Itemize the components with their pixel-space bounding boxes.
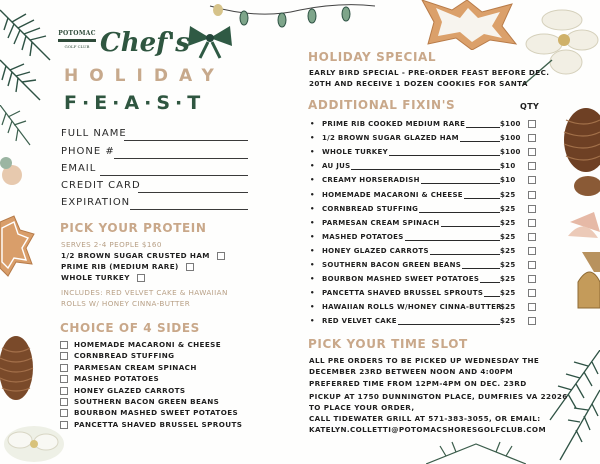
form-field-input-line[interactable] [130,209,248,210]
includes-line-2: ROLLS W/ HONEY CINNA-BUTTER [61,299,191,308]
fixin-item [310,134,540,145]
fixin-price: $25 [500,190,516,199]
side-option[interactable] [60,386,186,396]
form-field-label: EXPIRATION [61,197,131,208]
bullet-icon: • [310,176,315,185]
fixin-leader-line [460,141,500,142]
preferred-time-text: PREFERRED TIME FROM 12PM-4PM ON DEC. 23RD [309,379,527,388]
form-field-input-line[interactable] [138,192,248,193]
form-field-label: FULL NAME [61,128,127,139]
side-option-label: CORNBREAD STUFFING [74,351,175,361]
bullet-icon: • [310,275,315,284]
fixin-price: $25 [500,218,516,227]
fixin-item [310,317,540,328]
side-checkbox[interactable] [60,398,68,406]
fixin-qty-box[interactable] [528,219,536,227]
logo-bar [58,39,96,42]
fixin-leader-line [351,169,500,170]
serves-text: SERVES 2-4 PEOPLE $160 [61,240,162,249]
fixin-item [310,162,540,173]
bullet-icon: • [310,317,315,326]
side-option[interactable] [60,351,174,361]
fixin-price: $25 [500,232,516,241]
fixin-item [310,205,540,216]
to-place-order-text: TO PLACE YOUR ORDER, [309,403,415,412]
protein-checkbox[interactable] [137,274,145,282]
protein-option-prime-rib[interactable] [61,262,194,271]
side-checkbox[interactable] [60,409,68,417]
form-field-input-line[interactable] [124,140,248,141]
call-or-email-text: CALL TIDEWATER GRILL AT 571-383-3055, OR EMAIL: [309,414,541,423]
protein-option-turkey[interactable] [61,273,145,282]
fixin-item [310,219,540,230]
fixin-name: HONEY GLAZED CARROTS [322,246,429,255]
side-checkbox[interactable] [60,387,68,395]
fixin-item [310,191,540,202]
fixin-qty-box[interactable] [528,162,536,170]
protein-option-label: 1/2 BROWN SUGAR CRUSTED HAM [61,251,210,260]
includes-line-1: INCLUDES: RED VELVET CAKE & HAWAIIAN [61,288,228,297]
fixin-leader-line [421,183,500,184]
fixin-leader-line [462,268,500,269]
protein-checkbox[interactable] [186,263,194,271]
side-checkbox[interactable] [60,352,68,360]
fixin-item [310,275,540,286]
fixin-price: $25 [500,246,516,255]
logo-name: POTOMAC [58,30,96,37]
pine-cone-bottom-left-illustration [0,328,40,408]
pine-branch-left-illustration [0,105,40,195]
bullet-icon: • [310,289,315,298]
fixin-name: 1/2 BROWN SUGAR GLAZED HAM [322,134,459,143]
form-field-label: CREDIT CARD [61,180,141,191]
qty-column-header: QTY [520,102,540,111]
fixin-leader-line [430,254,500,255]
chefs-script-title: Chef's [100,28,190,58]
fixin-qty-box[interactable] [528,289,536,297]
additional-fixins-title: ADDITIONAL FIXIN'S [308,98,456,112]
form-field-label: PHONE # [61,146,115,157]
fixin-name: PANCETTA SHAVED BRUSSEL SPROUTS [322,289,484,298]
fixin-name: CORNBREAD STUFFING [322,204,419,213]
contact-email-link[interactable]: KATELYN.COLLETTI@POTOMACSHORESGOLFCLUB.COM [309,425,546,434]
fixin-price: $25 [500,261,516,269]
time-slot-line-1: ALL PRE ORDERS TO BE PICKED UP WEDNESDAY THE [309,356,540,365]
side-option-label: MASHED POTATOES [74,374,160,384]
fixin-price: $25 [500,317,516,326]
side-option[interactable] [60,420,242,430]
fixin-item [310,247,540,258]
holiday-special-line-2: 20TH AND RECEIVE 1 DOZEN COOKIES FOR SANTA [309,79,528,88]
fixin-price: $10 [500,162,516,171]
form-field-label: EMAIL [61,163,97,174]
protein-option-ham[interactable] [61,251,225,260]
fixin-qty-box[interactable] [528,317,536,325]
fixin-item [310,261,540,272]
choice-of-sides-title: CHOICE OF 4 SIDES [60,321,200,335]
fixin-qty-box[interactable] [528,120,536,128]
fixin-qty-box[interactable] [528,275,536,283]
fixin-item [310,120,540,131]
pickup-address-text: PICKUP AT 1750 DUNNINGTON PLACE, DUMFRIES VA 22026 [309,392,568,401]
protein-option-label: WHOLE TURKEY [61,273,130,282]
fixin-price: $10 [500,176,516,185]
fixin-leader-line [405,240,500,241]
fixin-price: $25 [500,275,516,284]
pine-branch-bottom-right-illustration [540,350,600,464]
fixin-item [310,148,540,159]
fixin-price: $100 [500,120,521,128]
fixin-name: HOMEMADE MACARONI & CHEESE [322,190,463,199]
fixin-name: WHOLE TURKEY [322,148,388,157]
fixin-price: $25 [500,204,516,213]
fixin-price: $25 [500,289,516,298]
fixin-leader-line [441,226,500,227]
bullet-icon: • [310,204,315,213]
fixin-qty-box[interactable] [528,247,536,255]
bullet-icon: • [310,162,315,171]
bell-and-bow-right-illustration [564,212,600,322]
bullet-icon: • [310,120,315,128]
potomac-golf-club-logo [54,30,100,64]
bullet-icon: • [310,148,315,157]
fixin-leader-line [389,155,500,156]
fixin-price: $25 [500,303,516,312]
holiday-special-line-1: EARLY BIRD SPECIAL - PRE-ORDER FEAST BEFORE DEC. [309,68,550,77]
holiday-special-title: HOLIDAY SPECIAL [308,50,437,64]
form-field-input-line[interactable] [114,158,248,159]
side-checkbox[interactable] [60,421,68,429]
pick-time-slot-title: PICK YOUR TIME SLOT [308,337,468,351]
side-checkbox[interactable] [60,375,68,383]
fixin-name: PARMESAN CREAM SPINACH [322,218,440,227]
bullet-icon: • [310,190,315,199]
bullet-icon: • [310,218,315,227]
bullet-icon: • [310,246,315,255]
fixin-item [310,303,540,314]
side-option-label: PARMESAN CREAM SPINACH [74,362,197,372]
bullet-icon: • [310,303,315,312]
fixin-name: RED VELVET CAKE [322,317,397,326]
side-option[interactable] [60,340,221,350]
form-field-input-line[interactable] [100,175,248,176]
fixin-qty-box[interactable] [528,176,536,184]
bullet-icon: • [310,261,315,269]
side-checkbox[interactable] [60,341,68,349]
pine-branch-bottom-center-illustration [426,440,526,464]
side-option-label: HOMEMADE MACARONI & CHEESE [74,340,222,349]
fixin-name: AU JUS [322,162,351,171]
fixin-leader-line [464,198,500,199]
star-cookie-left-illustration [0,212,36,302]
logo-subtext: GOLF CLUB [64,44,90,49]
fixin-name: MASHED POTATOES [322,232,404,241]
fixin-leader-line [419,212,500,213]
feast-title: F·E·A·S·T [64,92,206,114]
pick-protein-title: PICK YOUR PROTEIN [60,221,207,235]
holiday-title: HOLIDAY [64,66,225,86]
fixin-item [310,233,540,244]
bullet-icon: • [310,232,315,241]
fixin-name: BOURBON MASHED SWEET POTATOES [322,275,480,284]
fixin-leader-line [484,296,500,297]
fixin-qty-box[interactable] [528,148,536,156]
side-option-label: BOURBON MASHED SWEET POTATOES [74,408,239,418]
side-option[interactable] [60,363,197,373]
side-option[interactable] [60,397,219,407]
side-option-label: PANCETTA SHAVED BRUSSEL SPROUTS [74,419,243,429]
side-option[interactable] [60,408,238,418]
fixin-name: PRIME RIB COOKED MEDIUM RARE [322,120,466,128]
side-checkbox[interactable] [60,364,68,372]
fixin-leader-line [480,282,500,283]
fixin-qty-box[interactable] [528,303,536,311]
fixin-price: $100 [500,148,521,157]
green-bow-illustration [186,24,234,60]
side-option-label: HONEY GLAZED CARROTS [74,385,186,395]
protein-option-label: PRIME RIB (MEDIUM RARE) [61,262,179,271]
bullet-icon: • [310,134,315,143]
fixin-item [310,176,540,187]
fixin-leader-line [466,127,500,128]
fixin-name: HAWAIIAN ROLLS W/HONEY CINNA-BUTTER [322,303,502,312]
fixin-item [310,289,540,300]
fixin-price: $100 [500,134,521,143]
fixin-qty-box[interactable] [528,261,536,269]
protein-checkbox[interactable] [217,252,225,260]
side-option-label: SOUTHERN BACON GREEN BEANS [74,397,220,406]
snowflake-cookie-illustration [412,0,522,50]
fixin-leader-line [398,324,500,325]
fixin-qty-box[interactable] [528,191,536,199]
fixin-qty-box[interactable] [528,233,536,241]
pine-branch-top-left-illustration [0,0,60,120]
time-slot-line-2: DECEMBER 23RD BETWEEN NOON AND 4:00PM [309,367,514,376]
fixin-name: CREAMY HORSERADISH [322,176,420,185]
fixin-qty-box[interactable] [528,205,536,213]
pine-cones-right-illustration [558,100,600,200]
side-option[interactable] [60,374,159,384]
fixin-name: SOUTHERN BACON GREEN BEANS [322,261,462,269]
fixin-qty-box[interactable] [528,134,536,142]
